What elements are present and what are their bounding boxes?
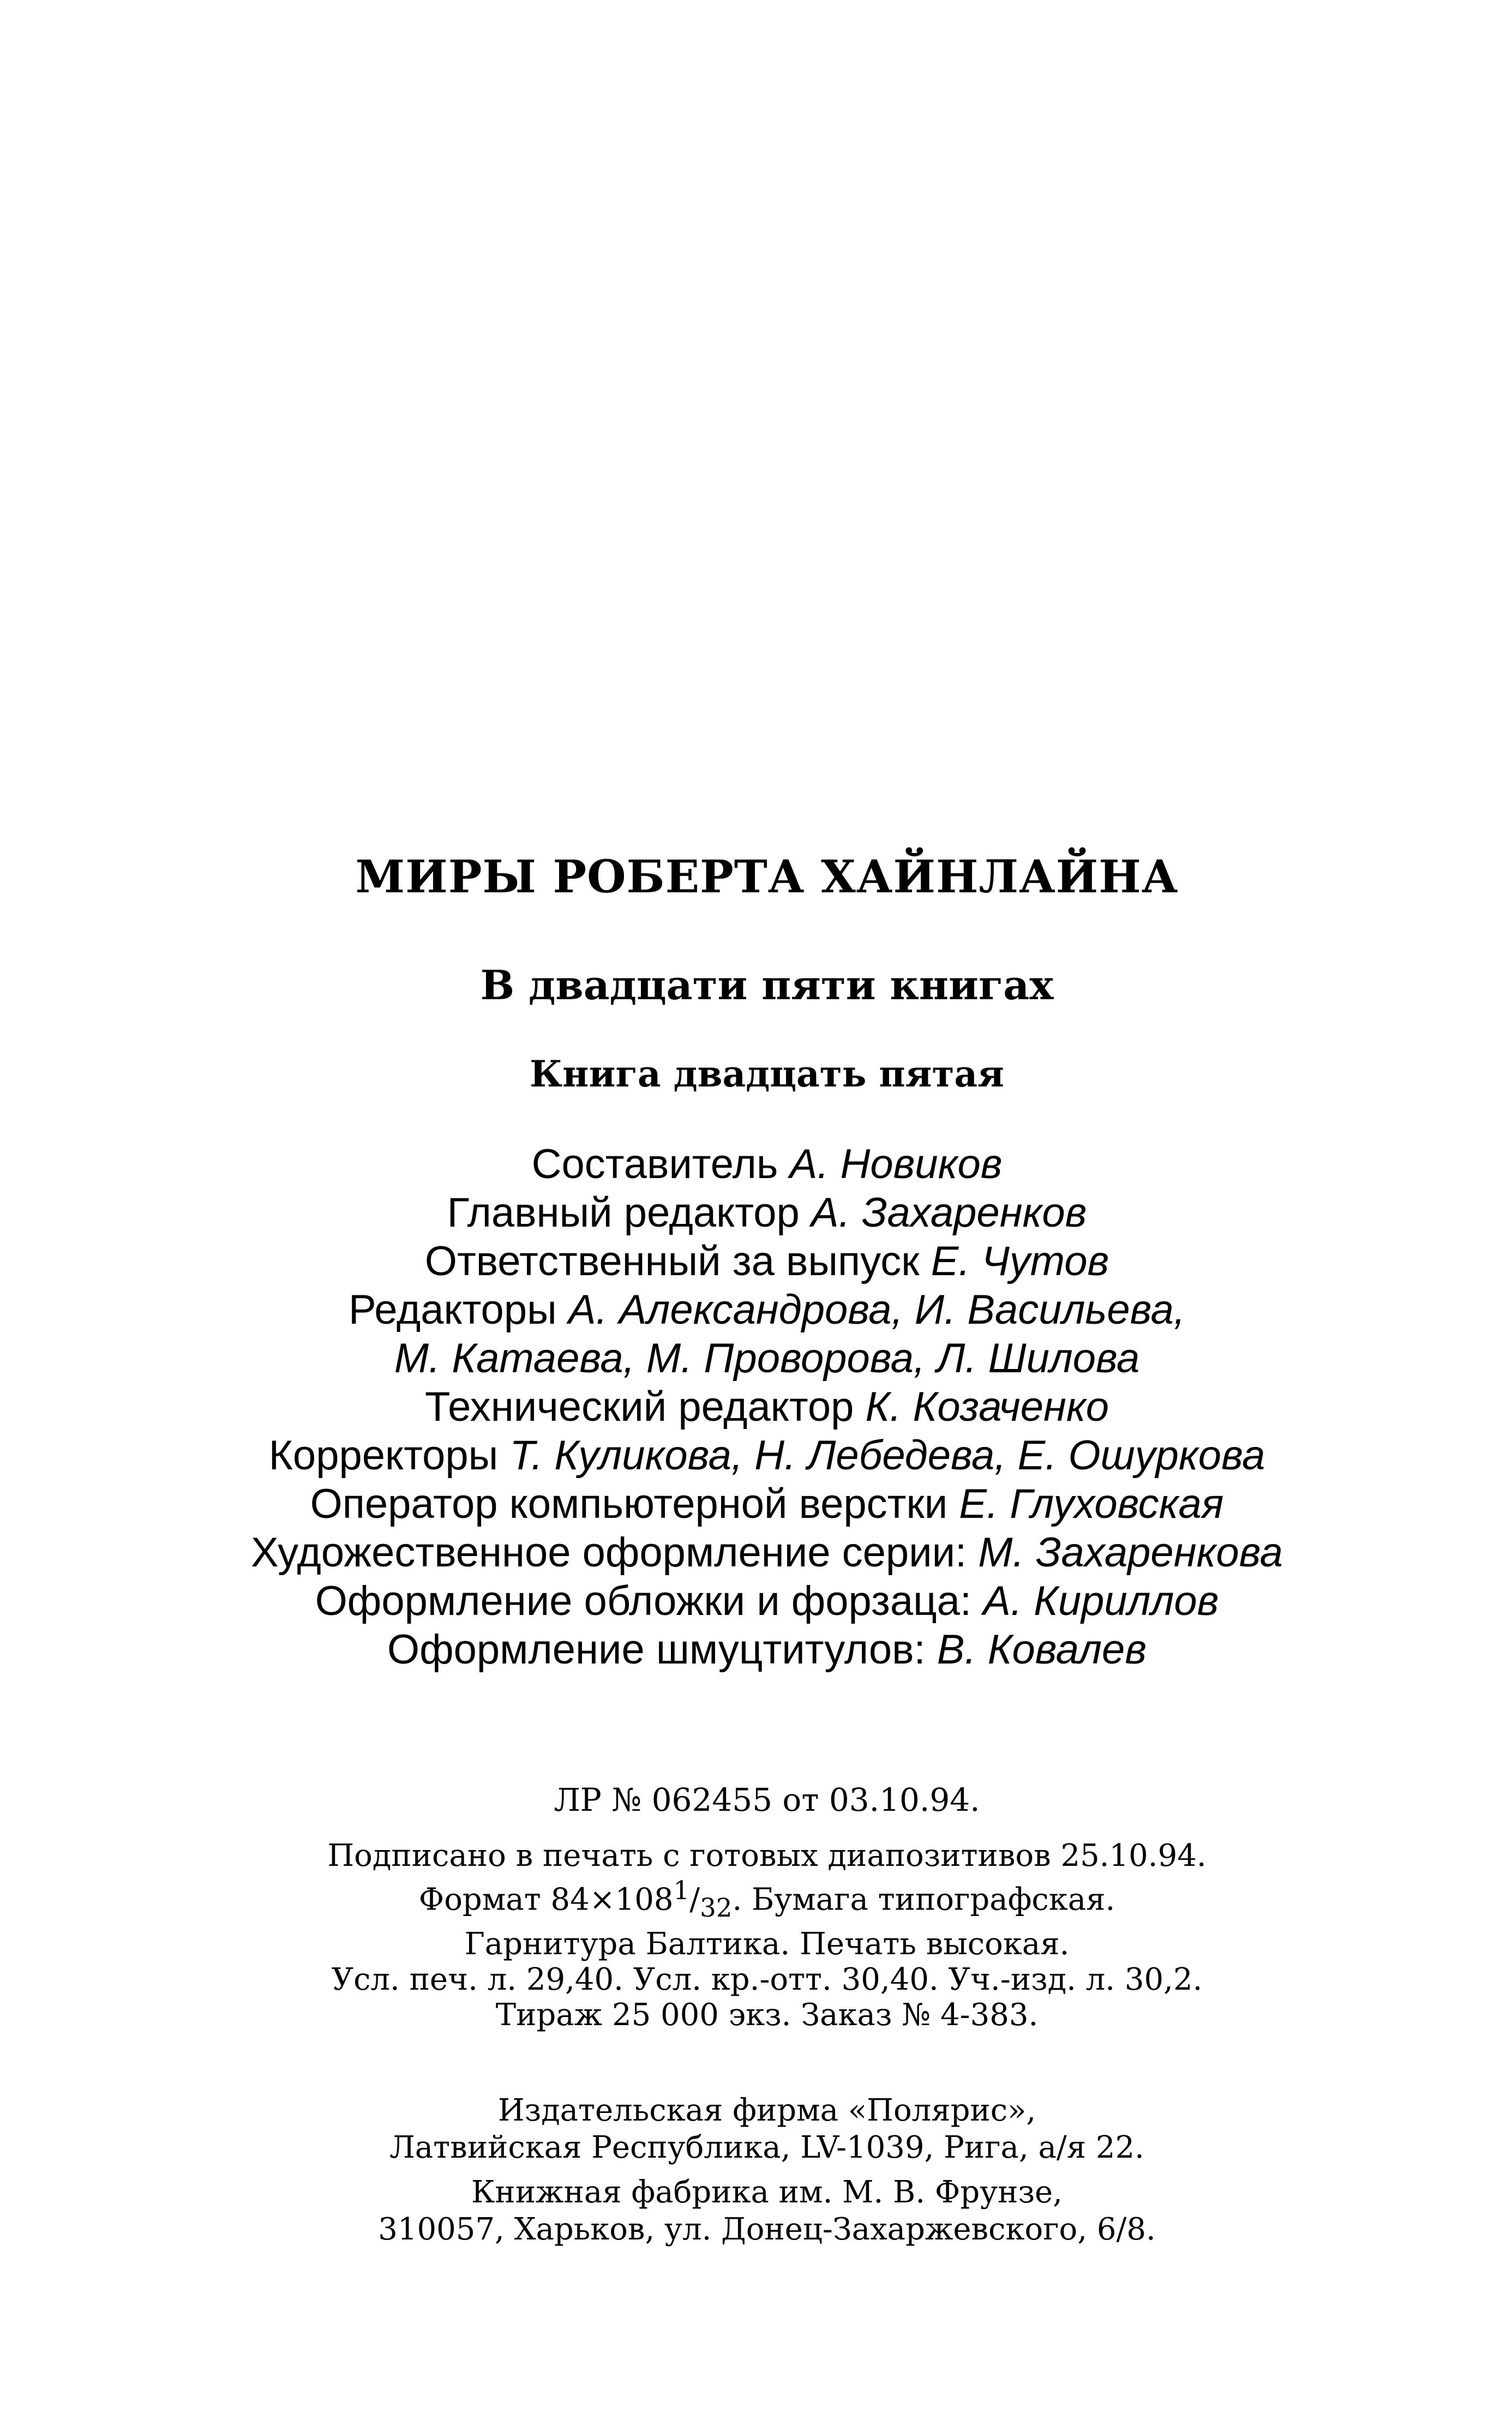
print-run: Тираж 25 000 экз. Заказ № 4-383. <box>495 1997 1039 2033</box>
credit-line <box>22 1431 1512 1480</box>
credit-line <box>22 1334 1512 1383</box>
credit-role: Оператор компьютерной верстки <box>310 1481 948 1527</box>
credit-line <box>22 1528 1512 1577</box>
credit-role: Оформление шмуцтитулов: <box>387 1626 926 1673</box>
print-info <box>0 1838 1512 2033</box>
credit-role: Составитель <box>531 1141 778 1187</box>
format-sub: 32 <box>700 1893 733 1923</box>
credit-role: Главный редактор <box>447 1190 800 1236</box>
credit-line <box>22 1140 1512 1188</box>
credit-name: М. Катаева, М. Проворова, Л. Шилова <box>394 1335 1140 1382</box>
licence-number: ЛР № 062455 от 03.10.94. <box>554 1781 980 1818</box>
credit-line <box>22 1625 1512 1674</box>
credit-name: К. Козаченко <box>865 1384 1109 1430</box>
credit-name: А. Александрова, И. Васильева, <box>568 1287 1186 1333</box>
printer-line-1: Книжная фабрика им. М. В. Фрунзе, <box>471 2175 1063 2210</box>
publisher-line-1: Издательская фирма «Полярис», <box>497 2093 1036 2128</box>
print-typeface: Гарнитура Балтика. Печать высокая. <box>464 1926 1070 1962</box>
credit-name: Т. Куликова, Н. Лебедева, Е. Ошуркова <box>509 1432 1265 1479</box>
credits-list <box>0 1140 1512 1674</box>
credit-line <box>22 1577 1512 1625</box>
credit-role: Редакторы <box>348 1287 557 1333</box>
series-subtitle: В двадцати пяти книгах <box>480 962 1054 1009</box>
format-sup: 1 <box>673 1876 690 1906</box>
credit-name: Е. Чутов <box>931 1238 1109 1284</box>
credit-name: Е. Глуховская <box>959 1481 1224 1527</box>
credit-role: Технический редактор <box>425 1384 854 1430</box>
credit-line <box>22 1383 1512 1431</box>
credit-role: Оформление обложки и форзаца: <box>315 1578 971 1624</box>
credit-name: А. Кириллов <box>983 1578 1219 1624</box>
printer-line-2: 310057, Харьков, ул. Донец-Захаржевского, 6/8. <box>378 2212 1156 2247</box>
credit-role: Ответственный за выпуск <box>424 1238 920 1284</box>
credit-line <box>22 1286 1512 1334</box>
spacer <box>22 2166 1512 2174</box>
print-format: Формат $84\times 108^1/_{32}$. Бумага типографская. <box>418 1876 1115 1923</box>
book-number: Книга двадцать пятая <box>530 1053 1004 1095</box>
series-title: МИРЫ РОБЕРТА ХАЙНЛАЙНА <box>355 851 1179 903</box>
credit-line <box>22 1480 1512 1528</box>
credit-name: А. Захаренков <box>811 1190 1087 1236</box>
credit-line <box>22 1188 1512 1237</box>
credit-role: Художественное оформление серии: <box>251 1529 967 1576</box>
credit-name: М. Захаренкова <box>978 1529 1283 1576</box>
format-main: Формат 84×108 <box>418 1882 674 1918</box>
print-sheets: Усл. печ. л. 29,40. Усл. кр.-отт. 30,40. Уч.-изд. л. 30,2. <box>331 1961 1203 1997</box>
credit-line <box>22 1237 1512 1286</box>
print-signed: Подписано в печать с готовых диапозитивов 25.10.94. <box>327 1838 1207 1873</box>
credit-name: В. Ковалев <box>937 1626 1147 1673</box>
format-rest: . Бумага типографская. <box>732 1882 1115 1918</box>
credit-name: А. Новиков <box>789 1141 1003 1187</box>
credit-role: Корректоры <box>268 1432 499 1479</box>
publisher-info <box>0 2092 1512 2248</box>
publisher-line-2: Латвийская Республика, LV-1039, Рига, а/я 22. <box>389 2130 1144 2165</box>
